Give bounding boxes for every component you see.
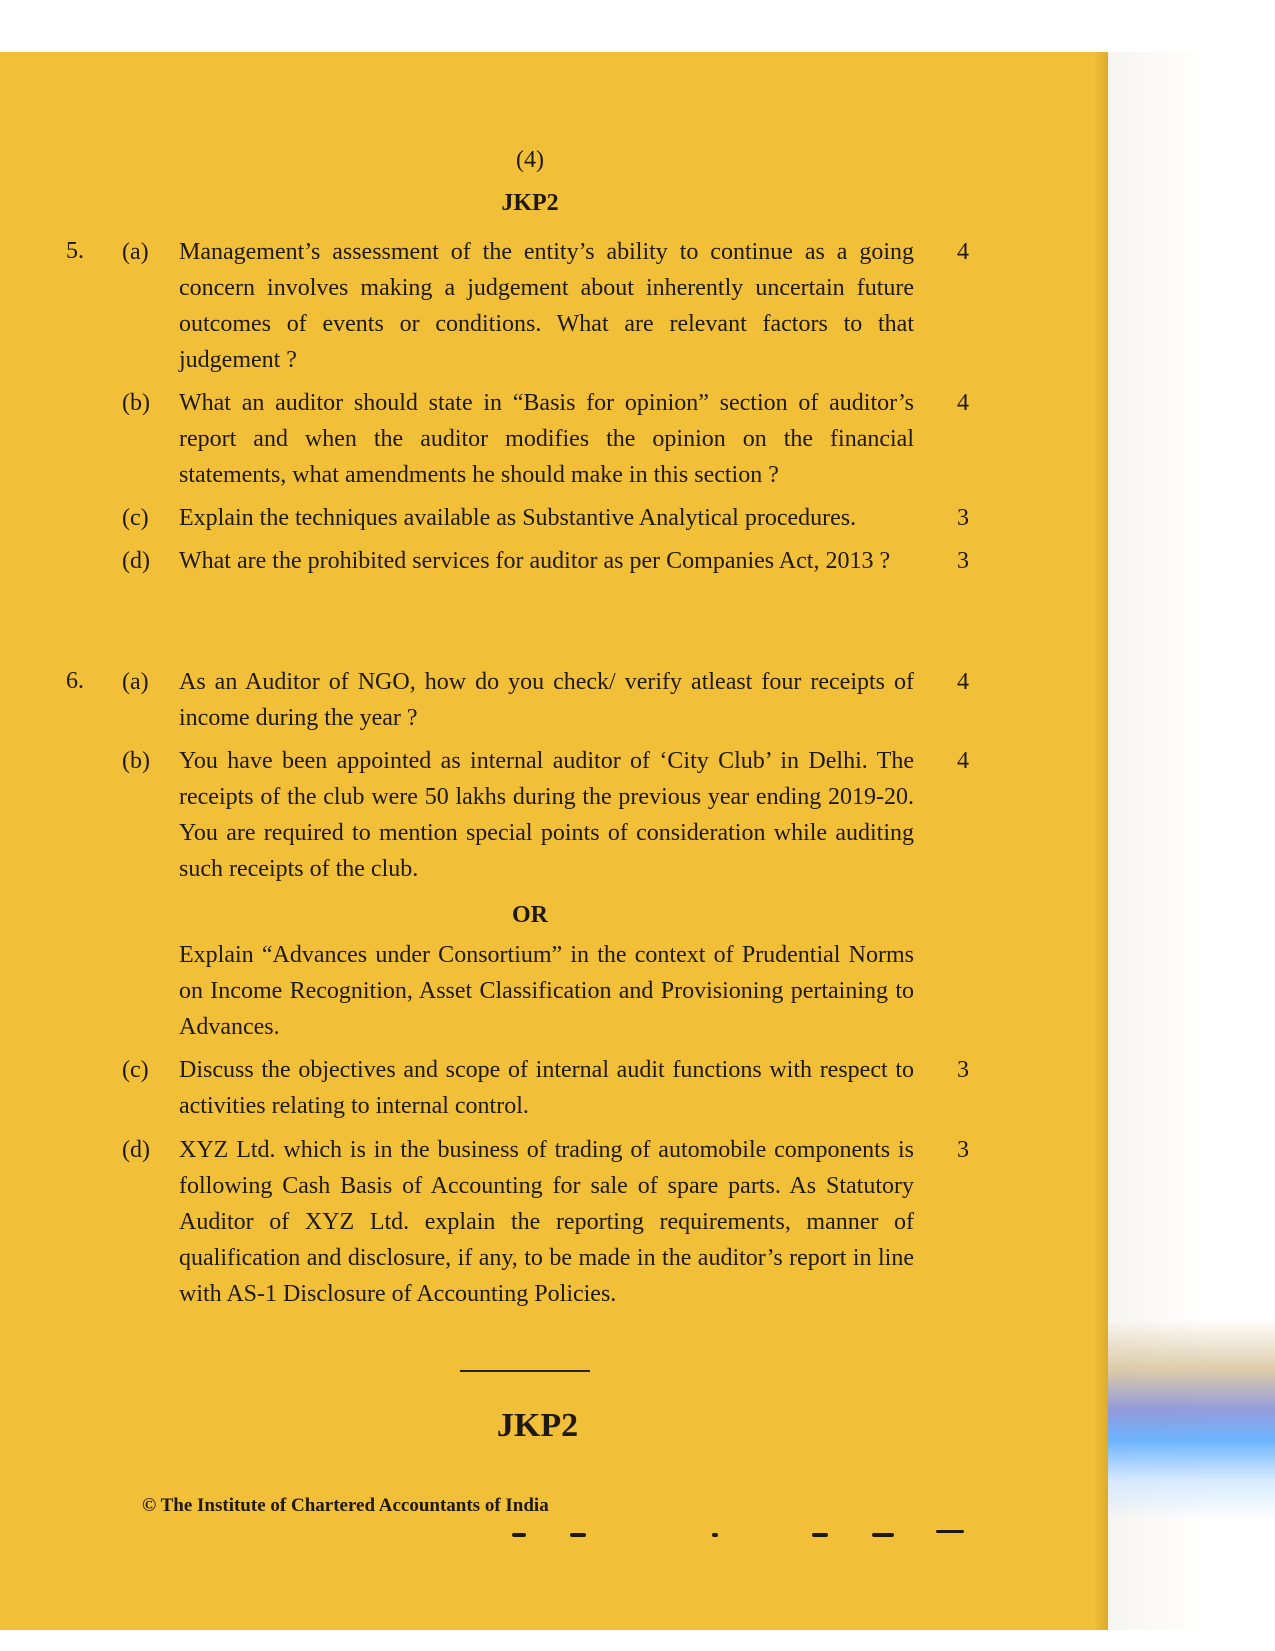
- question-5d-marks: 3: [957, 548, 969, 574]
- question-6b-alternative-text: Explain “Advances under Consortium” in the context of Prudential Norms on Income Recognition, Asset Classification and Provisioning pertaining to Advances.: [179, 942, 914, 1040]
- question-5c-marks: 3: [957, 505, 969, 531]
- question-6-number: 6.: [66, 668, 84, 694]
- scan-glare: [1100, 1320, 1275, 1520]
- question-5a-label: (a): [122, 239, 149, 265]
- paper-code-header: JKP2: [501, 190, 559, 216]
- question-5-number: 5.: [66, 238, 84, 264]
- question-5d-text: What are the prohibited services for auditor as per Companies Act, 2013 ?: [179, 548, 891, 574]
- or-separator: OR: [512, 902, 548, 928]
- question-6b-label: (b): [122, 748, 150, 774]
- question-5b-text: What an auditor should state in “Basis for opinion” section of auditor’s report and when the auditor modifies the opinion on the financial statements, what amendments he should make in this section ?: [179, 390, 914, 488]
- question-6d-label: (d): [122, 1137, 150, 1163]
- scan-registration-marks: [512, 1529, 972, 1541]
- question-paper-page: [0, 52, 1108, 1630]
- end-divider: [460, 1370, 590, 1372]
- question-5c-text: Explain the techniques available as Substantive Analytical procedures.: [179, 505, 857, 531]
- question-6b-text: You have been appointed as internal auditor of ‘City Club’ in Delhi. The receipts of the club were 50 lakhs during the previous year ending 2019-20. You are required to mention special points of consideration while auditing such receipts of the club.: [179, 748, 914, 882]
- question-5b-label: (b): [122, 390, 150, 416]
- question-6c-label: (c): [122, 1057, 149, 1083]
- question-6c-marks: 3: [957, 1057, 969, 1083]
- question-5b-marks: 4: [957, 390, 969, 416]
- question-6c-text: Discuss the objectives and scope of internal audit functions with respect to activities relating to internal control.: [179, 1057, 914, 1119]
- question-5a-text: Management’s assessment of the entity’s ability to continue as a going concern involves making a judgement about inherently uncertain future outcomes of events or conditions. What are relevant factors to that judgement ?: [179, 239, 914, 373]
- question-6b-marks: 4: [957, 748, 969, 774]
- page-number: (4): [516, 147, 544, 173]
- question-5d-label: (d): [122, 548, 150, 574]
- question-5c-label: (c): [122, 505, 149, 531]
- question-6d-text: XYZ Ltd. which is in the business of trading of automobile components is following Cash Basis of Accounting for sale of spare parts. As Statutory Auditor of XYZ Ltd. explain the reporting requirements, manner of qualification and disclosure, if any, to be made in the auditor’s report in line with AS-1 Disclosure of Accounting Policies.: [179, 1137, 914, 1307]
- question-6d-marks: 3: [957, 1137, 969, 1163]
- question-6a-marks: 4: [957, 669, 969, 695]
- question-6a-text: As an Auditor of NGO, how do you check/ verify atleast four receipts of income during the year ?: [179, 669, 914, 731]
- question-6a-label: (a): [122, 669, 149, 695]
- paper-code-footer: JKP2: [496, 1407, 579, 1444]
- question-5a-marks: 4: [957, 239, 969, 265]
- copyright-notice: © The Institute of Chartered Accountants of India: [142, 1495, 549, 1516]
